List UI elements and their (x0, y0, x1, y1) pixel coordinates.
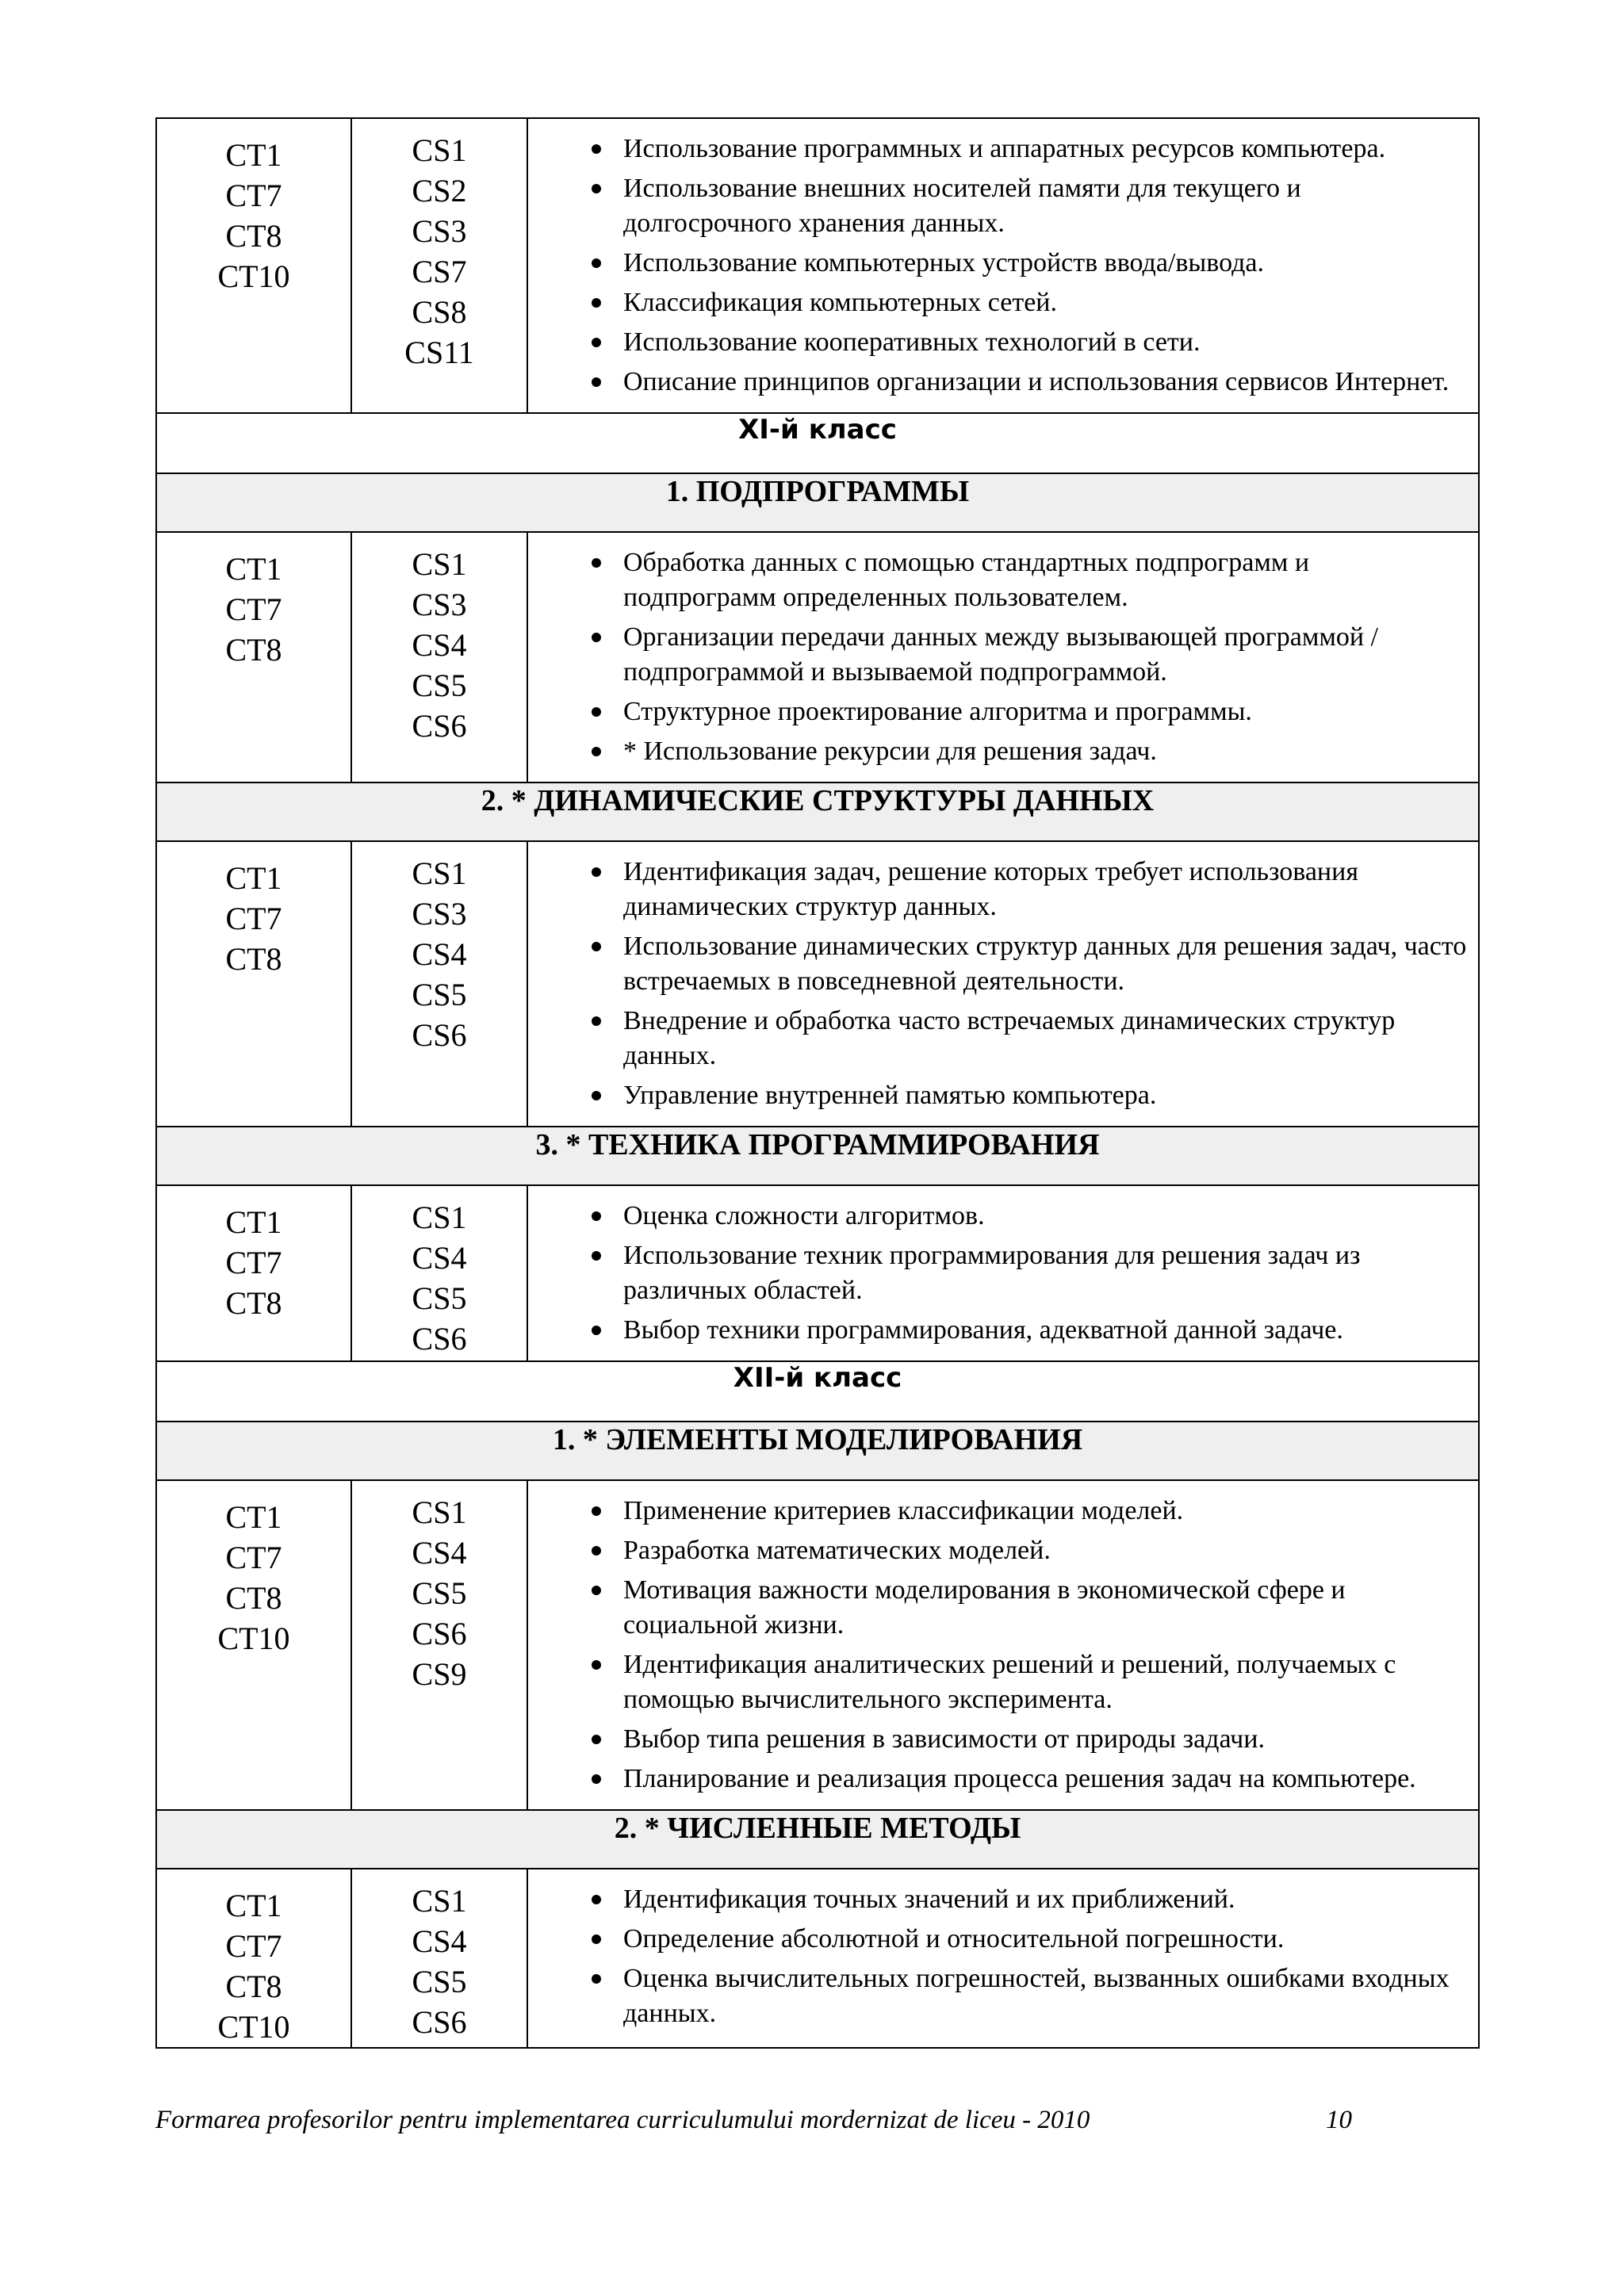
list-item (528, 246, 1467, 281)
list-item (528, 1882, 1467, 1917)
list-item (528, 1313, 1467, 1348)
code-label: CS1 (412, 1494, 467, 1530)
code-label: CS6 (412, 708, 467, 744)
bullet-icon (592, 1586, 601, 1595)
ct-cell (156, 118, 351, 413)
grade-row (156, 413, 1479, 473)
section-row (156, 1810, 1479, 1869)
list-item-text: Использование техник программирования для решения задач из различных областей. (623, 1241, 1361, 1305)
list-item-text: Определение абсолютной и относительной погрешности. (623, 1924, 1285, 1954)
bullet-cell (527, 532, 1479, 783)
section-title: 2. * ДИНАМИЧЕСКИЕ СТРУКТУРЫ ДАННЫХ (156, 783, 1479, 841)
code-label: CT7 (225, 178, 282, 213)
list-item-text: Мотивация важности моделирования в экономической сфере и социальной жизни. (623, 1575, 1346, 1640)
list-item (528, 695, 1467, 729)
list-item (528, 1004, 1467, 1073)
list-item-text: Использование программных и аппаратных ресурсов компьютера. (623, 134, 1386, 163)
bullet-list (528, 132, 1467, 400)
section-row (156, 1127, 1479, 1185)
code-label: CT8 (225, 632, 282, 668)
code-label: CT7 (225, 1928, 282, 1964)
section-row (156, 1422, 1479, 1480)
code-label: CT1 (225, 1204, 282, 1240)
list-item (528, 1238, 1467, 1308)
code-label: CT7 (225, 1540, 282, 1575)
code-label: CS6 (412, 1321, 467, 1357)
ct-cell (156, 1185, 351, 1361)
footer-text: Formarea profesorilor pentru implementarea curriculumului mordernizat de liceu - 2010 (155, 2106, 1090, 2134)
list-item (528, 620, 1467, 690)
bullet-icon (592, 1251, 601, 1261)
bullet-icon (592, 707, 601, 717)
bullet-icon (592, 1506, 601, 1516)
bullet-icon (592, 1974, 601, 1984)
list-item (528, 1573, 1467, 1643)
list-item (528, 1961, 1467, 2031)
list-item-text: Использование внешних носителей памяти для текущего и долгосрочного хранения данных. (623, 174, 1301, 238)
list-item (528, 929, 1467, 999)
code-label: CS4 (412, 1535, 467, 1571)
section-row (156, 473, 1479, 532)
section-title: 2. * ЧИСЛЕННЫЕ МЕТОДЫ (156, 1810, 1479, 1869)
section-title: 1. * ЭЛЕМЕНТЫ МОДЕЛИРОВАНИЯ (156, 1422, 1479, 1480)
list-item-text: Идентификация точных значений и их приближений. (623, 1885, 1235, 1914)
list-item-text: Применение критериев классификации моделей. (623, 1496, 1184, 1525)
section-title: 1. ПОДПРОГРАММЫ (156, 473, 1479, 532)
bullet-icon (592, 1546, 601, 1556)
code-label: CS4 (412, 1240, 467, 1276)
bullet-icon (592, 144, 601, 154)
list-item (528, 734, 1467, 769)
code-label: CS4 (412, 936, 467, 972)
code-label: CS6 (412, 1616, 467, 1651)
list-item-text: * Использование рекурсии для решения задач. (623, 737, 1157, 766)
list-item (528, 1494, 1467, 1529)
list-item-text: Выбор техники программирования, адекватной данной задаче. (623, 1315, 1343, 1345)
code-label: CT1 (225, 551, 282, 587)
curriculum-table (155, 117, 1480, 2049)
bullet-icon (592, 1735, 601, 1744)
code-label: CT1 (225, 1499, 282, 1535)
bullet-icon (592, 258, 601, 268)
bullet-icon (592, 942, 601, 951)
cs-cell (351, 1869, 527, 2048)
code-label: CS1 (412, 855, 467, 891)
grade-heading: XI-й класс (156, 413, 1479, 473)
code-label: CS6 (412, 1017, 467, 1053)
code-label: CS2 (412, 173, 467, 209)
bullet-icon (592, 298, 601, 308)
content-row (156, 1185, 1479, 1361)
cs-cell (351, 841, 527, 1127)
list-item (528, 325, 1467, 360)
code-label: CT7 (225, 591, 282, 627)
list-item (528, 1078, 1467, 1113)
code-label: CS1 (412, 1883, 467, 1919)
list-item-text: Разработка математических моделей. (623, 1536, 1051, 1565)
code-label: CS9 (412, 1656, 467, 1692)
code-label: CS8 (412, 294, 467, 330)
code-label: CS1 (412, 1200, 467, 1235)
bullet-icon (592, 1211, 601, 1221)
content-row (156, 118, 1479, 413)
code-label: CT8 (225, 1285, 282, 1321)
cs-cell (351, 1185, 527, 1361)
ct-cell (156, 1869, 351, 2048)
bullet-icon (592, 1326, 601, 1335)
bullet-icon (592, 558, 601, 568)
bullet-icon (592, 1016, 601, 1026)
code-label: CS1 (412, 132, 467, 168)
code-label: CT10 (217, 258, 290, 294)
list-item-text: Организации передачи данных между вызывающей программой / подпрограммой и вызываемой подпрограммой. (623, 622, 1378, 687)
bullet-list (528, 1494, 1467, 1797)
code-label: CS7 (412, 254, 467, 289)
bullet-list (528, 855, 1467, 1113)
list-item-text: Идентификация аналитических решений и решений, получаемых с помощью вычислительного эксперимента. (623, 1650, 1396, 1714)
cs-cell (351, 118, 527, 413)
list-item-text: Управление внутренней памятью компьютера. (623, 1081, 1157, 1110)
cs-cell (351, 532, 527, 783)
grade-row (156, 1361, 1479, 1422)
code-label: CT10 (217, 1621, 290, 1656)
list-item-text: Классификация компьютерных сетей. (623, 288, 1058, 317)
list-item (528, 285, 1467, 320)
list-item (528, 1199, 1467, 1234)
list-item (528, 1722, 1467, 1757)
page-footer (155, 2106, 1352, 2135)
list-item (528, 132, 1467, 166)
ct-cell (156, 532, 351, 783)
list-item (528, 1533, 1467, 1568)
ct-cell (156, 841, 351, 1127)
bullet-cell (527, 841, 1479, 1127)
list-item-text: Оценка вычислительных погрешностей, вызванных ошибками входных данных. (623, 1964, 1450, 2028)
bullet-list (528, 545, 1467, 769)
bullet-icon (592, 747, 601, 756)
list-item (528, 1762, 1467, 1797)
section-row (156, 783, 1479, 841)
code-label: CS4 (412, 627, 467, 663)
bullet-cell (527, 118, 1479, 413)
list-item (528, 545, 1467, 615)
content-row (156, 532, 1479, 783)
bullet-icon (592, 867, 601, 877)
list-item-text: Планирование и реализация процесса решения задач на компьютере. (623, 1764, 1416, 1793)
code-label: CT7 (225, 1245, 282, 1280)
list-item-text: Использование компьютерных устройств ввода/вывода. (623, 248, 1264, 277)
code-label: CS6 (412, 2004, 467, 2040)
code-label: CS5 (412, 1280, 467, 1316)
list-item (528, 171, 1467, 241)
ct-cell (156, 1480, 351, 1810)
content-row (156, 1869, 1479, 2048)
list-item (528, 1922, 1467, 1957)
bullet-icon (592, 1774, 601, 1784)
bullet-cell (527, 1480, 1479, 1810)
code-label: CT7 (225, 901, 282, 936)
code-label: CS11 (404, 335, 474, 370)
code-label: CT1 (225, 1888, 282, 1923)
code-label: CS5 (412, 1575, 467, 1611)
code-label: CS3 (412, 213, 467, 249)
list-item-text: Идентификация задач, решение которых требует использования динамических структур данных. (623, 857, 1358, 921)
list-item (528, 855, 1467, 924)
content-row (156, 841, 1479, 1127)
bullet-icon (592, 1660, 601, 1670)
code-label: CT1 (225, 860, 282, 896)
bullet-icon (592, 1091, 601, 1100)
code-label: CS1 (412, 546, 467, 582)
bullet-cell (527, 1869, 1479, 2048)
code-label: CS5 (412, 668, 467, 703)
code-label: CT8 (225, 1580, 282, 1616)
section-title: 3. * ТЕХНИКА ПРОГРАММИРОВАНИЯ (156, 1127, 1479, 1185)
bullet-cell (527, 1185, 1479, 1361)
bullet-icon (592, 184, 601, 193)
grade-heading: XII-й класс (156, 1361, 1479, 1422)
bullet-icon (592, 377, 601, 387)
code-label: CS5 (412, 977, 467, 1012)
code-label: CS3 (412, 587, 467, 622)
list-item-text: Обработка данных с помощью стандартных подпрограмм и подпрограмм определенных пользователем. (623, 548, 1310, 612)
list-item (528, 365, 1467, 400)
list-item-text: Структурное проектирование алгоритма и программы. (623, 697, 1252, 726)
code-label: CT8 (225, 218, 282, 254)
list-item-text: Использование динамических структур данных для решения задач, часто встречаемых в повседневной деятельности. (623, 932, 1467, 996)
list-item-text: Внедрение и обработка часто встречаемых динамических структур данных. (623, 1006, 1396, 1070)
bullet-icon (592, 1895, 601, 1904)
code-label: CS5 (412, 1964, 467, 1999)
cs-cell (351, 1480, 527, 1810)
code-label: CS4 (412, 1923, 467, 1959)
bullet-icon (592, 1934, 601, 1944)
code-label: CT8 (225, 941, 282, 977)
content-row (156, 1480, 1479, 1810)
page-number: 10 (1326, 2106, 1352, 2134)
code-label: CT10 (217, 2009, 290, 2045)
list-item-text: Выбор типа решения в зависимости от природы задачи. (623, 1724, 1265, 1754)
list-item-text: Оценка сложности алгоритмов. (623, 1201, 985, 1230)
code-label: CT1 (225, 137, 282, 173)
code-label: CS3 (412, 896, 467, 932)
bullet-list (528, 1882, 1467, 2031)
bullet-icon (592, 338, 601, 347)
list-item-text: Описание принципов организации и использования сервисов Интернет. (623, 367, 1450, 396)
list-item-text: Использование кооперативных технологий в сети. (623, 327, 1201, 357)
code-label: CT8 (225, 1969, 282, 2004)
list-item (528, 1647, 1467, 1717)
bullet-list (528, 1199, 1467, 1348)
bullet-icon (592, 633, 601, 642)
